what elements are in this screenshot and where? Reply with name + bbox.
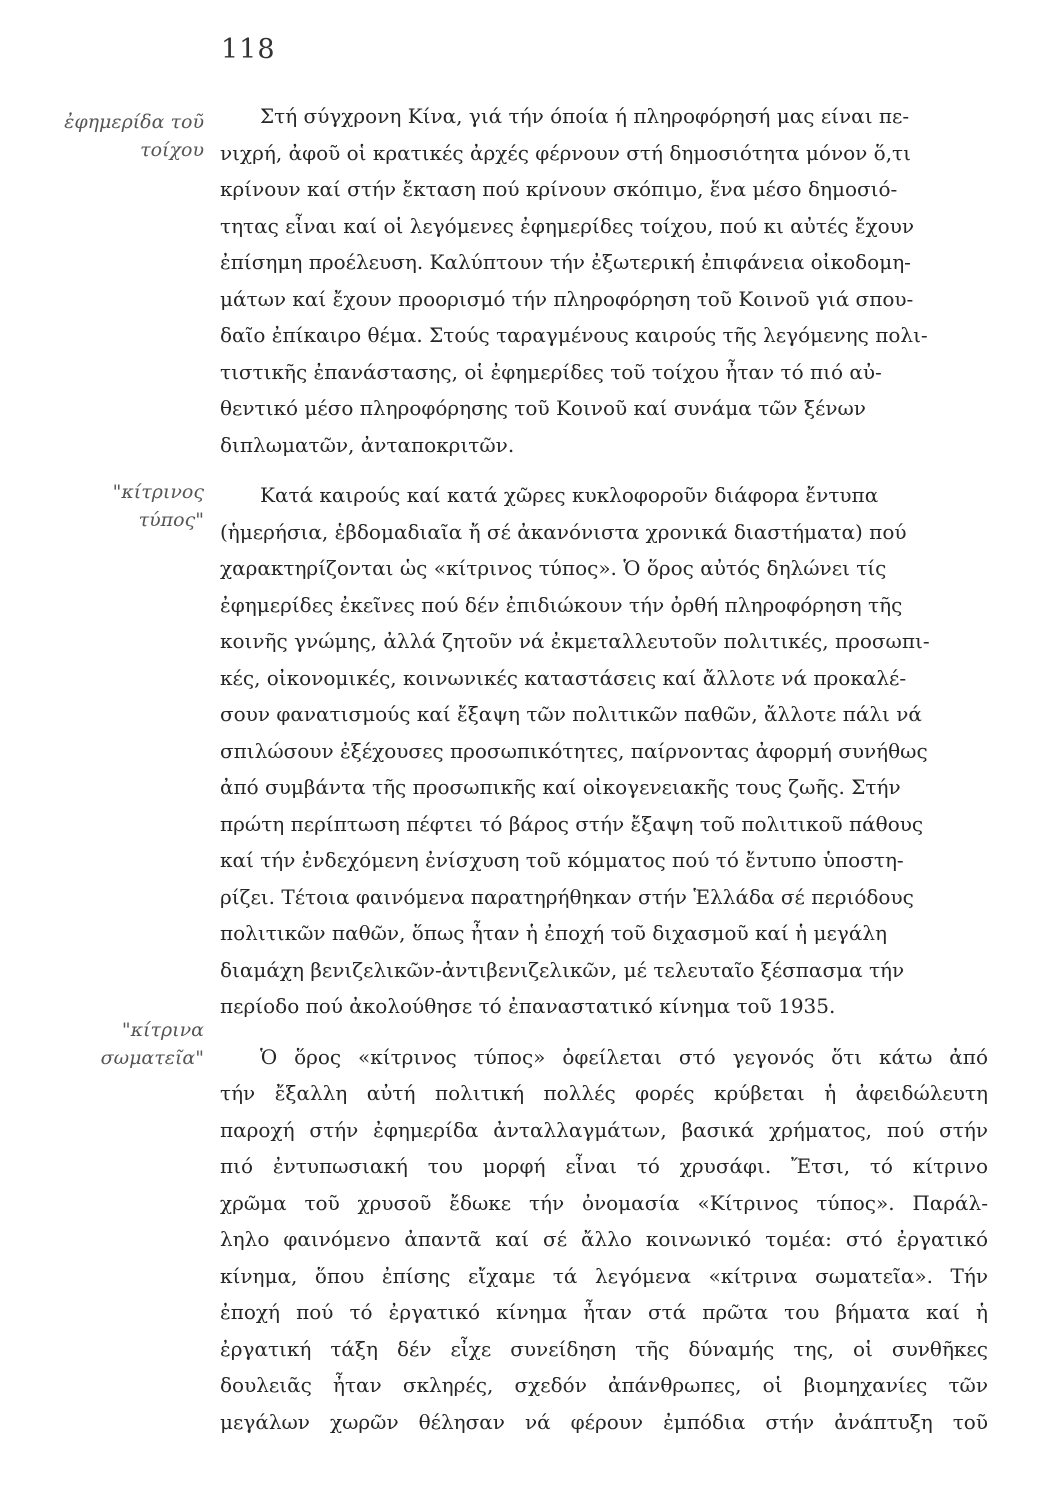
paragraph-yellow-unions: Ὁ ὅρος «κίτρινος τύπος» ὀφείλεται στό γεγονός ὅτι κάτω ἀπό τήν ἔξαλλη αὐτή πολιτική πολλές φορές κρύβεται ἡ ἀφειδώλευτη παροχή στήν ἐφημερίδα ἀνταλλαγμάτων, βασικά χρήματος, πού στήν πιό ἐντυπωσιακή του μορφή εἶναι τό χρυσάφι. Ἔτσι, τό κίτρινο χρῶμα τοῦ χρυσοῦ ἔδωκε τήν ὀνομασία «Κίτρινος τύπος». Παράλ- ληλο φαινόμενο ἀπαντᾶ καί σέ ἄλλο κοινωνικό τομέα: στό ἐργατικό κίνημα, ὅπου ἐπίσης εἴχαμε τά λεγόμενα «κίτρινα σωματεῖα». Τήν ἐποχή πού τό ἐργατικό κίνημα ἦταν στά πρῶτα του βήματα καί ἡ ἐργατική τάξη δέν εἶχε συνείδηση τῆς δύναμής της, οἱ συνθῆκες δουλειᾶς ἦταν σκληρές, σχεδόν ἀπάνθρωπες, οἱ βιομηχανίες τῶν μεγάλων χωρῶν θέλησαν νά φέρουν ἐμπόδια στήν ἀνάπτυξη τοῦ (220, 1044, 988, 1434)
margin-note-yellow-unions: "κίτρινα σωματεῖα" (100, 1019, 204, 1069)
paragraph-yellow-press: Κατά καιρούς καί κατά χῶρες κυκλοφοροῦν διάφορα ἔντυπα (ἡμερήσια, ἑβδομαδιαῖα ἤ σέ ἀκανόνιστα χρονικά διαστήματα) πού χαρακτηρίζονται ὡς «κίτρινος τύπος». Ὁ ὅρος αὐτός δηλώνει τίς ἐφημερίδες ἐκεῖνες πού δέν ἐπιδιώκουν τήν ὀρθή πληροφόρηση τῆς κοινῆς γνώμης, ἀλλά ζητοῦν νά ἐκμεταλλευτοῦν πολιτικές, προσωπι- κές, οἰκονομικές, κοινωνικές καταστάσεις καί ἄλλοτε νά προκαλέ- σουν φανατισμούς καί ἔξαψη τῶν πολιτικῶν παθῶν, ἄλλοτε πάλι νά σπιλώσουν ἐξέχουσες προσωπικότητες, παίρνοντας ἀφορμή συνήθως ἀπό συμβάντα τῆς προσωπικῆς καί οἰκογενειακῆς τους ζωῆς. Στήν πρώτη περίπτωση πέφτει τό βάρος στήν ἔξαψη τοῦ πολιτικοῦ πάθους καί τήν ἐνδεχόμενη ἐνίσχυση τοῦ κόμματος πού τό ἔντυπο ὑποστη- ρίζει. Τέτοια φαινόμενα παρατηρήθηκαν στήν Ἑλλάδα σέ περιόδους πολιτικῶν παθῶν, ὅπως ἦταν ἡ ἐποχή τοῦ διχασμοῦ καί ἡ μεγάλη διαμάχη βενιζελικῶν-ἀντιβενιζελικῶν, μέ τελευταῖο ξέσπασμα τήν περίοδο πού ἀκολούθησε τό ἐπαναστατικό κίνημα τοῦ 1935. (220, 483, 930, 1018)
margin-note-wall-newspaper: ἐφημερίδα τοῦ τοίχου (64, 111, 204, 161)
main-text-column (220, 98, 988, 1440)
page-number: 118 (221, 34, 276, 65)
paragraph-wall-newspapers: Στή σύγχρονη Κίνα, γιά τήν όποία ή πληροφόρησή μας είναι πε- νιχρή, ἀφοῦ οἱ κρατικές ἀρχές φέρνουν στή δημοσιότητα μόνον ὅ,τι κρίνουν καί στήν ἔκταση πού κρίνουν σκόπιμο, ἕνα μέσο δημοσιό- τητας εἶναι καί οἱ λεγόμενες ἐφημερίδες τοίχου, πού κι αὐτές ἔχουν ἐπίσημη προέλευση. Καλύπτουν τήν ἐξωτερική ἐπιφάνεια οἰκοδομη- μάτων καί ἔχουν προορισμό τήν πληροφόρηση τοῦ Κοινοῦ γιά σπου- δαῖο ἐπίκαιρο θέμα. Στούς ταραγμένους καιρούς τῆς λεγόμενης πολι- τιστικῆς ἐπανάστασης, οἱ ἐφημερίδες τοῦ τοίχου ἦταν τό πιό αὐ- θεντικό μέσο πληροφόρησης τοῦ Κοινοῦ καί συνάμα τῶν ξένων διπλωματῶν, ἀνταποκριτῶν. (220, 104, 928, 457)
margin-note-yellow-press: "κίτρινος τύπος" (112, 481, 204, 531)
